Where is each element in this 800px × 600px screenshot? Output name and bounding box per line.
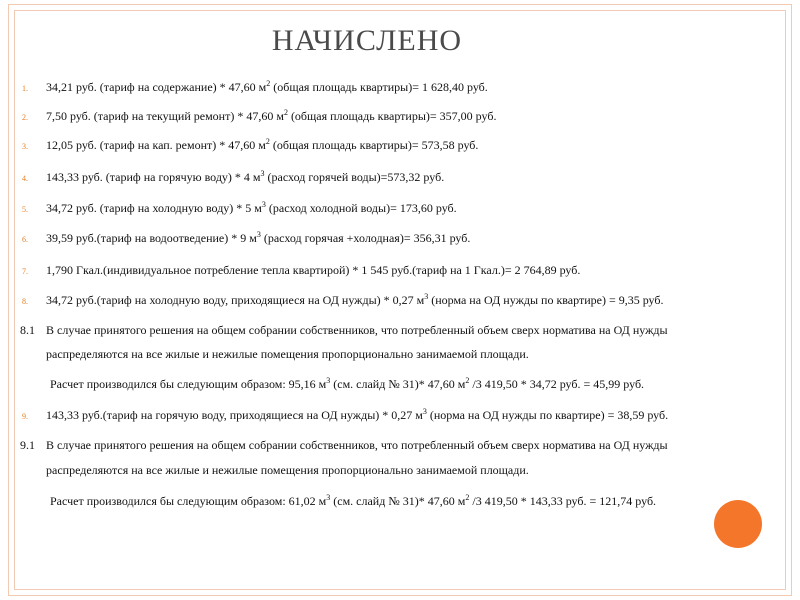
item-number: 5. [22,205,28,214]
decorative-orange-circle [714,500,762,548]
item-number: 4. [22,174,28,183]
list-item: 34,21 руб. (тариф на содержание) * 47,60 $м^2$ (общая площадь квартиры)= 1 628,40 руб. [46,79,488,94]
list-item: 39,59 руб.(тариф на водоотведение) * 9 $м^3$ (расход горячая +холодная)= 356,31 руб. [46,230,471,245]
subitem-text-line: распределяются на все жилые и нежилые помещения пропорционально занимаемой площади. [46,463,529,477]
calculation-line: Расчет производился бы следующим образом: 61,02 $м^3$ (см. слайд № 31)* 47,60 $м^2$ /3 419,50 * 143,33 руб. = 121,74 руб. [50,493,657,508]
slide-title: НАЧИСЛЕНО [271,24,463,57]
subitem-text-line: В случае принятого решения на общем собрании собственников, что потребленный объем сверх норматива на ОД нужды [46,323,668,337]
item-number: 7. [22,267,28,276]
item-number: 2. [22,113,28,122]
list-item: 143,33 руб.(тариф на горячую воду, приходящиеся на ОД нужды) * 0,27 $м^3$ (норма на ОД нужды по квартире) = 38,59 руб. [46,407,669,422]
list-item: 7,50 руб. (тариф на текущий ремонт) * 47,60 $м^2$ (общая площадь квартиры)= 357,00 руб. [46,108,497,123]
list-item: 1,790 Гкал.(индивидуальное потребление тепла квартирой) * 1 545 руб.(тариф на 1 Гкал.)= 2 764,89 руб. [46,263,581,277]
item-number: 8. [22,297,28,306]
list-item: 34,72 руб.(тариф на холодную воду, приходящиеся на ОД нужды) * 0,27 $м^3$ (норма на ОД нужды по квартире) = 9,35 руб. [46,292,664,307]
subitem-text-line: распределяются на все жилые и нежилые помещения пропорционально занимаемой площади. [46,347,529,361]
item-number: 1. [22,84,28,93]
calculation-line: Расчет производился бы следующим образом: 95,16 $м^3$ (см. слайд № 31)* 47,60 $м^2$ /3 419,50 * 34,72 руб. = 45,99 руб. [50,376,645,391]
item-number: 9. [22,412,28,421]
list-item: 12,05 руб. (тариф на кап. ремонт) * 47,60 $м^2$ (общая площадь квартиры)= 573,58 руб. [46,137,479,152]
subitem-number: 8.1 [20,323,35,337]
subitem-text-line: В случае принятого решения на общем собрании собственников, что потребленный объем сверх норматива на ОД нужды [46,438,668,452]
item-number: 3. [22,142,28,151]
list-item: 34,72 руб. (тариф на холодную воду) * 5 $м^3$ (расход холодной воды)= 173,60 руб. [46,200,457,215]
item-number: 6. [22,235,28,244]
subitem-number: 9.1 [20,438,35,452]
list-item: 143,33 руб. (тариф на горячую воду) * 4 $м^3$ (расход горячей воды)=573,32 руб. [46,169,445,184]
